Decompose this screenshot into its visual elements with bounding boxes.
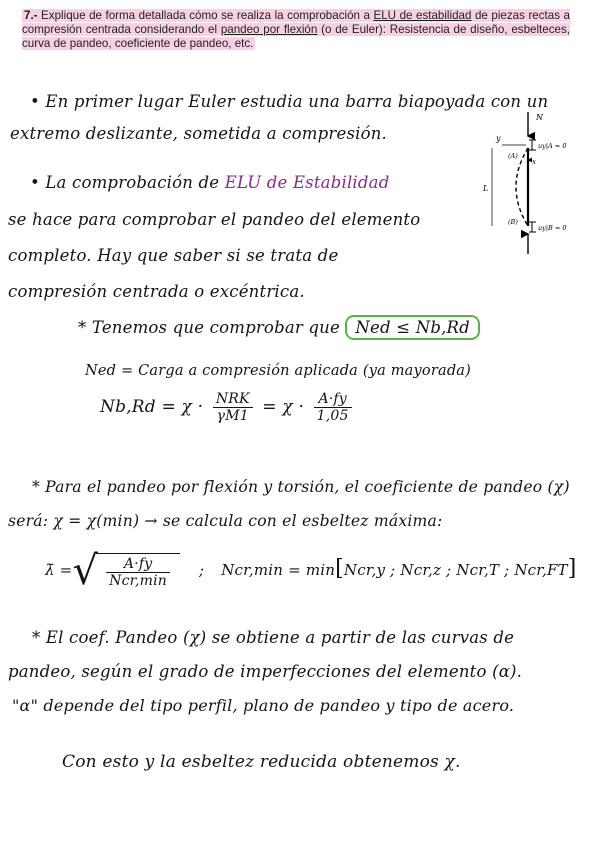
eq2-den: Ncr,min bbox=[109, 573, 168, 589]
note-line-4: se hace para comprobar el pandeo del elemento bbox=[8, 210, 421, 229]
label-A: (A) bbox=[508, 152, 518, 160]
bc-top: uy|A = 0 bbox=[538, 142, 567, 150]
note-line-6: compresión centrada o excéntrica. bbox=[8, 282, 305, 301]
label-L: L bbox=[483, 184, 489, 193]
label-B: (B) bbox=[508, 218, 518, 226]
note-line-2: extremo deslizante, sometida a compresión. bbox=[10, 124, 387, 143]
support-bottom bbox=[529, 222, 536, 232]
note-line-7 bbox=[78, 318, 480, 337]
eq1-fraction-2 bbox=[314, 391, 352, 424]
eq1-frac2-den: 1,05 bbox=[316, 408, 349, 424]
note-line-11: * El coef. Pandeo (χ) se obtiene a partir de las curvas de bbox=[32, 628, 515, 647]
note-line-13: "α" depende del tipo perfil, plano de pandeo y tipo de acero. bbox=[12, 696, 515, 715]
label-N: N bbox=[536, 113, 543, 122]
note-line-3 bbox=[30, 173, 389, 192]
bc-bottom: uy|B = 0 bbox=[538, 224, 567, 232]
question-underline-elu: ELU de estabilidad bbox=[373, 9, 472, 22]
support-top bbox=[529, 140, 536, 150]
eq1-lhs: Nb,Rd = χ · bbox=[100, 397, 204, 417]
eq2-lhs: λ̄ = bbox=[45, 561, 73, 579]
equation-slenderness bbox=[45, 548, 577, 594]
eq2-rhs: Ncr,min = min bbox=[221, 561, 336, 579]
eq1-fraction-1 bbox=[213, 391, 253, 424]
inequality-box: Ned ≤ Nb,Rd bbox=[345, 315, 480, 340]
note-line-7-text: * Tenemos que comprobar que bbox=[78, 318, 340, 337]
eq2-semicolon: ; bbox=[199, 561, 205, 579]
eq1-frac2-num: A·fy bbox=[314, 391, 352, 408]
question-number: 7.- bbox=[24, 9, 38, 22]
question-text-1: Explique de forma detallada cómo se realiza la comprobación a bbox=[37, 9, 374, 22]
note-line-1: • En primer lugar Euler estudia una barra biapoyada con un bbox=[30, 92, 549, 111]
eq2-num: A·fy bbox=[106, 556, 170, 573]
bracket-open: [ bbox=[335, 556, 344, 581]
note-line-8: Ned = Carga a compresión aplicada (ya mayorada) bbox=[85, 363, 472, 379]
label-y: y bbox=[496, 134, 501, 143]
eq2-fraction bbox=[106, 556, 170, 589]
note-line-10: será: χ = χ(min) → se calcula con el esbeltez máxima: bbox=[8, 512, 443, 530]
buckled-shape bbox=[516, 148, 528, 226]
eq1-mid: = χ · bbox=[262, 397, 305, 417]
eq1-frac1-num: NRK bbox=[213, 391, 253, 408]
note-line-12: pandeo, según el grado de imperfecciones del elemento (α). bbox=[8, 662, 523, 681]
question-text-3: (o de Euler): Resistencia de diseño, esbelteces, curva de pandeo, coeficiente de pandeo, etc. bbox=[22, 23, 570, 51]
question-text-2: de piezas rectas a compresión centrada considerando el bbox=[22, 9, 570, 37]
sqrt-body bbox=[96, 553, 180, 589]
eq1-frac1-den: γM1 bbox=[216, 408, 249, 424]
bracket-close: ] bbox=[567, 556, 577, 581]
label-x: x bbox=[532, 158, 536, 166]
equation-resistance bbox=[100, 391, 356, 424]
eq2-list: Ncr,y ; Ncr,z ; Ncr,T ; Ncr,FT bbox=[343, 561, 568, 579]
question-prompt bbox=[22, 9, 570, 52]
question-highlight bbox=[22, 9, 570, 50]
note-line-3-text: • La comprobación de bbox=[30, 173, 225, 192]
note-line-14: Con esto y la esbeltez reducida obtenemos χ. bbox=[62, 752, 461, 772]
note-line-9: * Para el pandeo por flexión y torsión, el coeficiente de pandeo (χ) bbox=[32, 478, 570, 496]
euler-column-diagram bbox=[478, 108, 596, 258]
sqrt-symbol: √ bbox=[72, 548, 99, 594]
note-line-3-highlight: ELU de Estabilidad bbox=[224, 173, 390, 192]
question-underline-pandeo: pandeo por flexión bbox=[220, 23, 318, 37]
note-line-5: completo. Hay que saber si se trata de bbox=[8, 246, 339, 265]
